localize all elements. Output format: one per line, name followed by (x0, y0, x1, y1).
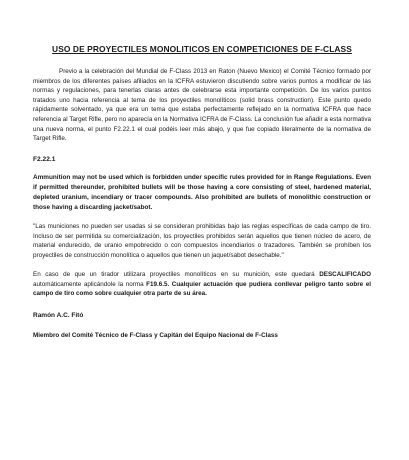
signature-role: Miembro del Comité Técnico de F-Class y Capitán del Equipo Nacional de F-Class (33, 331, 278, 339)
closing-text-part1: En caso de que un tirador utilizara proyectiles monolíticos en su munición, este quedará (33, 270, 320, 278)
document-title: USO DE PROYECTILES MONOLITICOS EN COMPETICIONES DE F-CLASS (52, 44, 352, 54)
closing-text-part2: automáticamente aplicándole la norma (33, 280, 147, 288)
intro-paragraph: Previo a la celebración del Mundial de F-Class 2013 en Raton (Nuevo Mexico) el Comité Técnico formado por miembros de los diferentes países afiliados en la ICFRA estuvieron discutiendo sobre varios puntos a modificar de las normas y regulaciones, para tenerlas claras antes de celebrarse esta importante competición. De los varios puntos tratados uno hacia referencia al tema de los proyectiles monolíticos (solid brass construction). Este punto quedo rápidamente solventado, ya que era un tema que estaba perfectamente reflejado en la normativa ICFRA que hace referencia al Target Rifle, pero no aparecía en la Normativa ICFRA de F-Class. La conclusión fue añadir a esta normativa una nueva norma, el punto F2.22.1 el cual podéis leer más abajo, y que fue copiado literalmente de la normativa de Target Rifle. (33, 68, 371, 143)
closing-paragraph (33, 270, 371, 299)
rule-spanish-text: "Las municiones no pueden ser usadas si se consideran prohibidas bajo las reglas específicas de cada campo de tiro. Incluso de ser permitida su comercialización, los proyectiles prohibidos serán aquellos que tienen núcleo de acero, de material endurecido, de uranio empobrecido o con compuestos incendiarios o trazadores. También se prohíben los proyectiles de construcción monolítica o aquellos que tienen un jaquet/sabot desechable." (33, 222, 371, 260)
closing-disqualified-label: DESCALIFICADO (319, 270, 371, 278)
rule-english-text: Ammunition may not be used which is forbidden under specific rules provided for in Range Regulations. Even if permitted thereunder, prohibited bullets will be those having a core consisting of steel, hardened material, depleted uranium, incendiary or tracer compounds. Also prohibited are bullets of monolithic construction or those having a discarding jacket/sabot. (33, 173, 371, 211)
section-code: F2.22.1 (33, 155, 56, 163)
closing-rule-reference: F19.6.5. Cualquier actuación que pudiera conllevar peligro tanto sobre el campo de tiro como sobre cualquier otra parte de su área. (33, 280, 371, 298)
signature-name: Ramón A.C. Fitó (33, 311, 84, 319)
